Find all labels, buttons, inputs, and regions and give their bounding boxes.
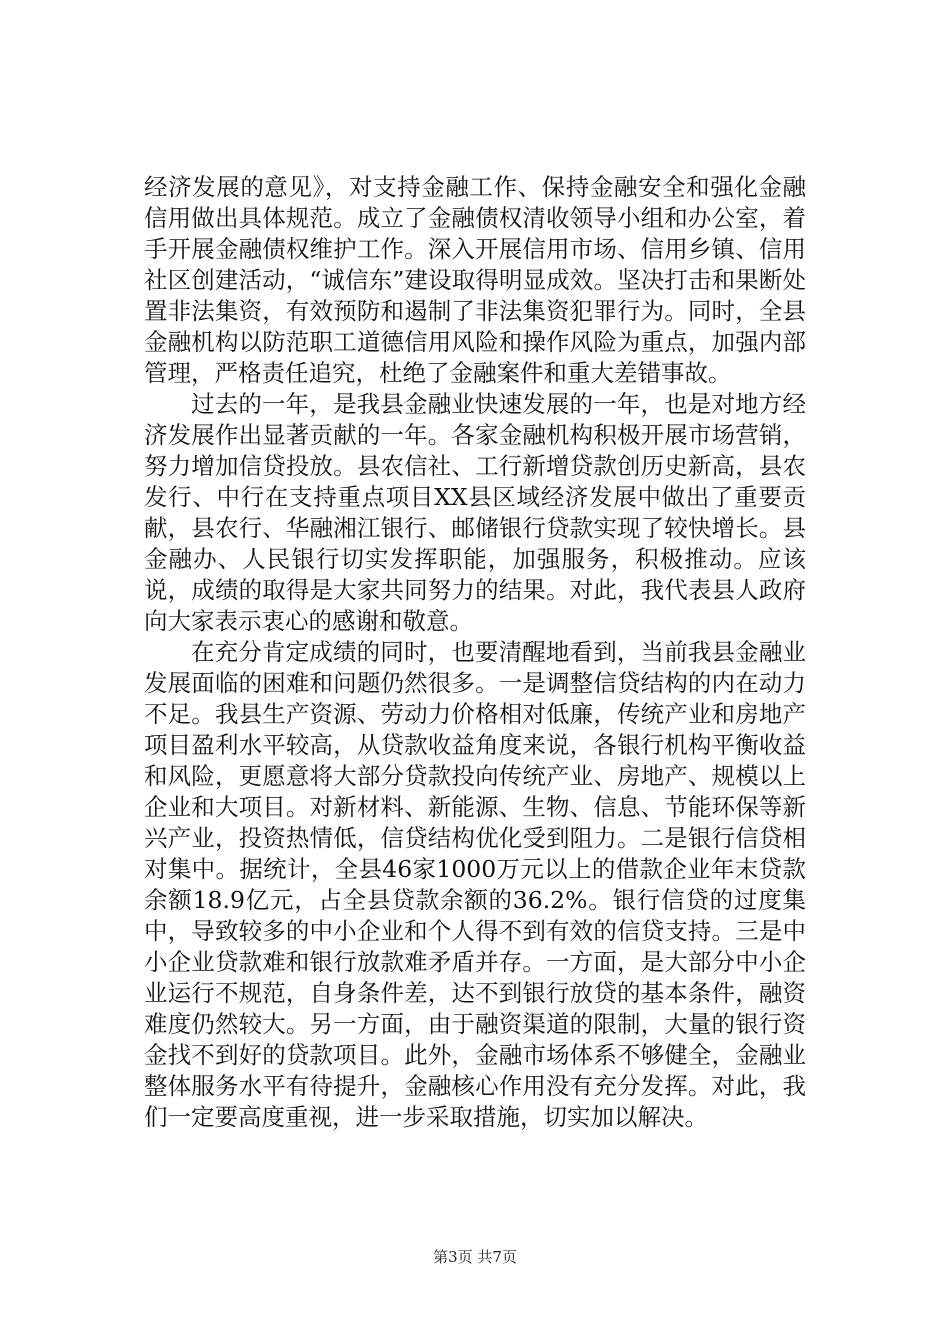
document-body: [144, 172, 806, 1133]
paragraph-2: 过去的一年，是我县金融业快速发展的一年，也是对地方经济发展作出显著贡献的一年。各家金融机构积极开展市场营销，努力增加信贷投放。县农信社、工行新增贷款创历史新高，县农发行、中行在支持重点项目XX县区域经济发展中做出了重要贡献，县农行、华融湘江银行、邮储银行贷款实现了较快增长。县金融办、人民银行切实发挥职能，加强服务，积极推动。应该说，成绩的取得是大家共同努力的结果。对此，我代表县人政府向大家表示衷心的感谢和敬意。: [144, 390, 806, 635]
page-number-footer: 第3页 共7页: [433, 1248, 517, 1266]
paragraph-1: 经济发展的意见》，对支持金融工作、保持金融安全和强化金融信用做出具体规范。成立了金融债权清收领导小组和办公室，着手开展金融债权维护工作。深入开展信用市场、信用乡镇、信用社区创建活动，“诚信东”建设取得明显成效。坚决打击和果断处置非法集资，有效预防和遏制了非法集资犯罪行为。同时，全县金融机构以防范职工道德信用风险和操作风险为重点，加强内部管理，严格责任追究，杜绝了金融案件和重大差错事故。: [144, 173, 806, 387]
paragraph-3: 在充分肯定成绩的同时，也要清醒地看到，当前我县金融业发展面临的困难和问题仍然很多。一是调整信贷结构的内在动力不足。我县生产资源、劳动力价格相对低廉，传统产业和房地产项目盈利水平较高，从贷款收益角度来说，各银行机构平衡收益和风险，更愿意将大部分贷款投向传统产业、房地产、规模以上企业和大项目。对新材料、新能源、生物、信息、节能环保等新兴产业，投资热情低，信贷结构优化受到阻力。二是银行信贷相对集中。据统计，全县46家1000万元以上的借款企业年末贷款余额18.9亿元，占全县贷款余额的36.2%。银行信贷的过度集中，导致较多的中小企业和个人得不到有效的信贷支持。三是中小企业贷款难和银行放款难矛盾并存。一方面，是大部分中小企业运行不规范，自身条件差，达不到银行放贷的基本条件，融资难度仍然较大。另一方面，由于融资渠道的限制，大量的银行资金找不到好的贷款项目。此外，金融市场体系不够健全，金融业整体服务水平有待提升，金融核心作用没有充分发挥。对此，我们一定要高度重视，进一步采取措施，切实加以解决。: [144, 638, 806, 1131]
